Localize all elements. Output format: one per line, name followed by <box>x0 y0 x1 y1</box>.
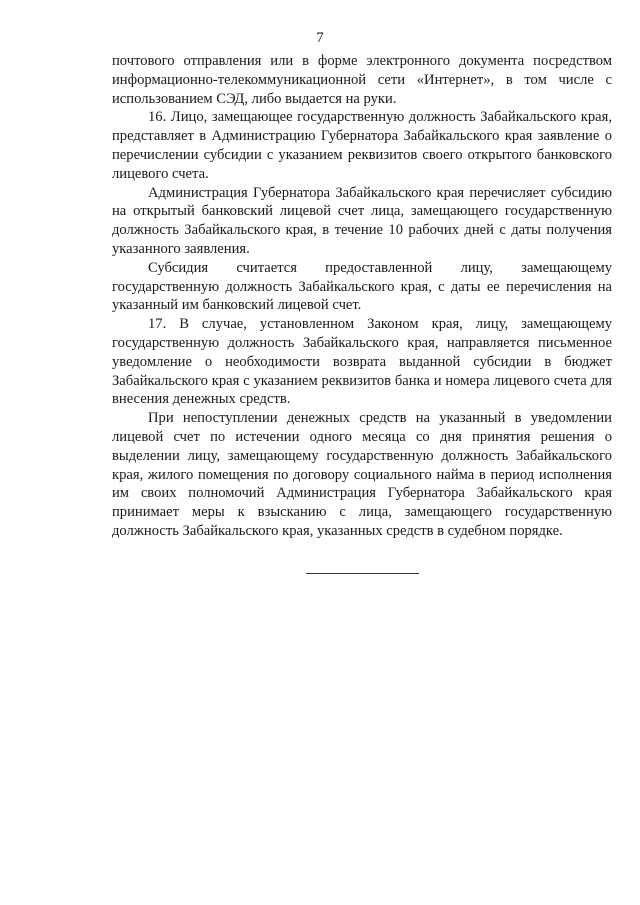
paragraph-recovery: При непоступлении денежных средств на указанный в уведомлении лицевой счет по истечении одного месяца со дня принятия решения о выделении лицу, замещающему государственную должность Забайкальского края, жилого помещения по договору социального найма в период исполнения им своих полномочий Администрация Губернатора Забайкальского края принимает меры к взысканию с лица, замещающего государственную должность Забайкальского края, указанных средств в судебном порядке. <box>112 410 612 539</box>
paragraph-16: 16. Лицо, замещающее государственную должность Забайкальского края, представляет в Администрацию Губернатора Забайкальского края заявление о перечислении субсидии с указанием реквизитов своего открытого банковского лицевого счета. <box>112 109 612 182</box>
paragraph-17: 17. В случае, установленном Законом края, лицу, замещающему государственную должность Забайкальского края, направляется письменное уведомление о необходимости возврата выданной субсидии в бюджет Забайкальского края с указанием реквизитов банка и номера лицевого счета для внесения денежных средств. <box>112 316 612 408</box>
paragraph-continuation: почтового отправления или в форме электронного документа посредством информационно-телекоммуникационной сети «Интернет», в том числе с использованием СЭД, либо выдается на руки. <box>112 53 612 107</box>
paragraph-transfer: Администрация Губернатора Забайкальского края перечисляет субсидию на открытый банковский лицевой счет лица, замещающего государственную должность Забайкальского края, в течение 10 рабочих дней с даты получения указанного заявления. <box>112 184 612 257</box>
document-body <box>112 52 612 541</box>
end-of-document-line <box>306 573 419 574</box>
paragraph-subsidy-provided: Субсидия считается предоставленной лицу, замещающему государственную должность Забайкальского края, с даты ее перечисления на указанный им банковский лицевой счет. <box>112 259 612 314</box>
page-number: 7 <box>316 30 324 46</box>
